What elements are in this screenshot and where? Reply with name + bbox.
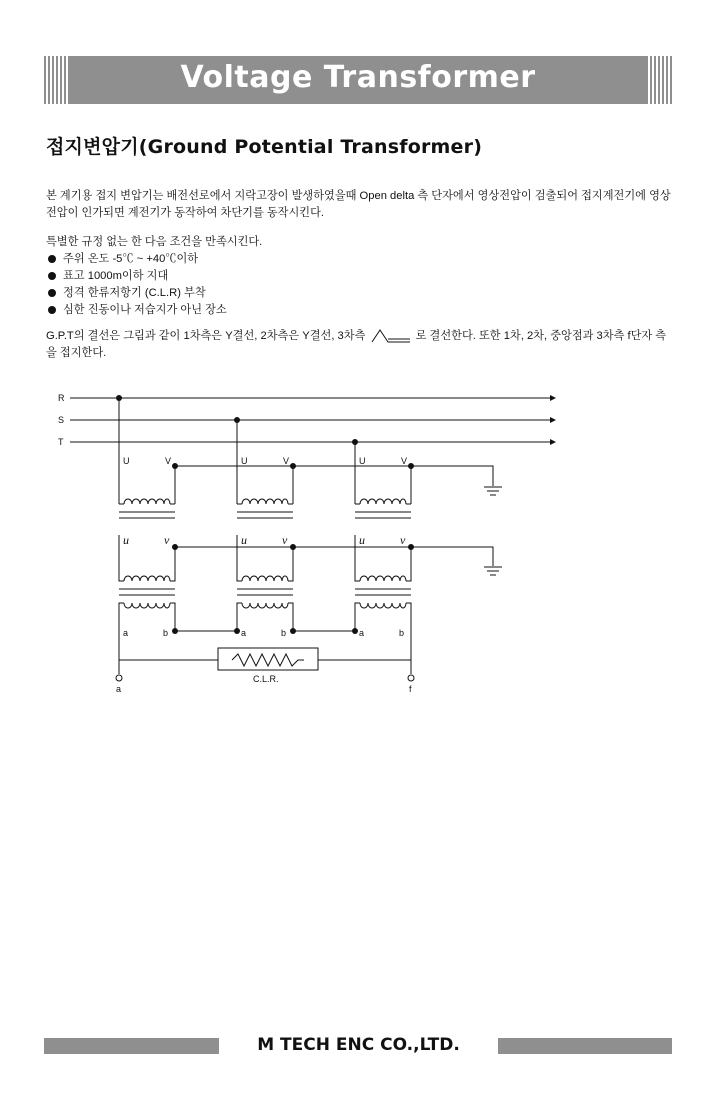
condition-item: 정격 한류저항기 (C.L.R) 부착	[46, 285, 672, 302]
open-delta-icon	[371, 329, 411, 343]
section-title: 접지변압기(Ground Potential Transformer)	[46, 136, 483, 158]
ground-symbol-primary	[484, 487, 502, 495]
bus-label-r: R	[58, 393, 65, 403]
page-title: Voltage Transformer	[180, 60, 536, 95]
tertiary-terminal-label: b	[281, 628, 287, 638]
output-terminal-label: f	[409, 684, 412, 694]
condition-item: 주위 온도 -5℃ ~ +40℃이하	[46, 251, 672, 268]
tertiary-terminal-label: b	[163, 628, 169, 638]
footer-company: M TECH ENC CO.,LTD.	[257, 1035, 460, 1055]
description-paragraph: 본 계기용 접지 변압기는 배전선로에서 지락고장이 발생하였을때 Open delta 측 단자에서 영상전압이 검출되어 접지계전기에 영상전압이 인가되면 계전기가 동작하여 차단기를 동작시킨다.	[46, 190, 671, 219]
primary-terminal-label: U	[123, 456, 130, 466]
connection-paragraph	[46, 328, 672, 362]
tertiary-terminal-label: a	[123, 628, 129, 638]
ground-symbol-secondary	[484, 567, 502, 575]
primary-terminal-label: U	[359, 456, 366, 466]
secondary-terminal-label: u	[241, 533, 247, 547]
secondary-terminal-label: v	[400, 533, 406, 547]
secondary-terminal-label: v	[164, 533, 170, 547]
conditions-intro: 특별한 규정 없는 한 다음 조건을 만족시킨다.	[46, 236, 263, 248]
header-band	[44, 56, 672, 104]
footer-bar-right	[498, 1038, 672, 1054]
primary-terminal-label: V	[283, 456, 290, 466]
tertiary-terminal-label: a	[359, 628, 365, 638]
primary-terminal-label: V	[401, 456, 408, 466]
secondary-terminal-label: u	[359, 533, 365, 547]
gpt-wiring-diagram	[0, 380, 710, 700]
tertiary-terminal-label: b	[399, 628, 405, 638]
footer-bar-left	[44, 1038, 219, 1054]
condition-item: 표고 1000m이하 지대	[46, 268, 672, 285]
tertiary-terminal-label: a	[241, 628, 247, 638]
connection-text-before: G.P.T의 결선은 그림과 같이 1차측은 Y결선, 2차측은 Y결선, 3차측	[46, 330, 366, 342]
primary-terminal-label: U	[241, 456, 248, 466]
conditions-block	[46, 234, 672, 319]
condition-item: 심한 진동이나 저습지가 아닌 장소	[46, 302, 672, 319]
clr-label: C.L.R.	[253, 674, 279, 684]
bus-label-s: S	[58, 415, 65, 425]
output-terminal-label: a	[116, 684, 122, 694]
secondary-terminal-label: u	[123, 533, 129, 547]
connection-text-after: 로 결선한다. 또한 1차, 2차, 중앙점과 3차측 f단자 측을 접지한다.	[46, 330, 667, 359]
conditions-list	[46, 251, 672, 319]
secondary-terminal-label: v	[282, 533, 288, 547]
primary-terminal-label: V	[165, 456, 172, 466]
bus-label-t: T	[58, 437, 64, 447]
